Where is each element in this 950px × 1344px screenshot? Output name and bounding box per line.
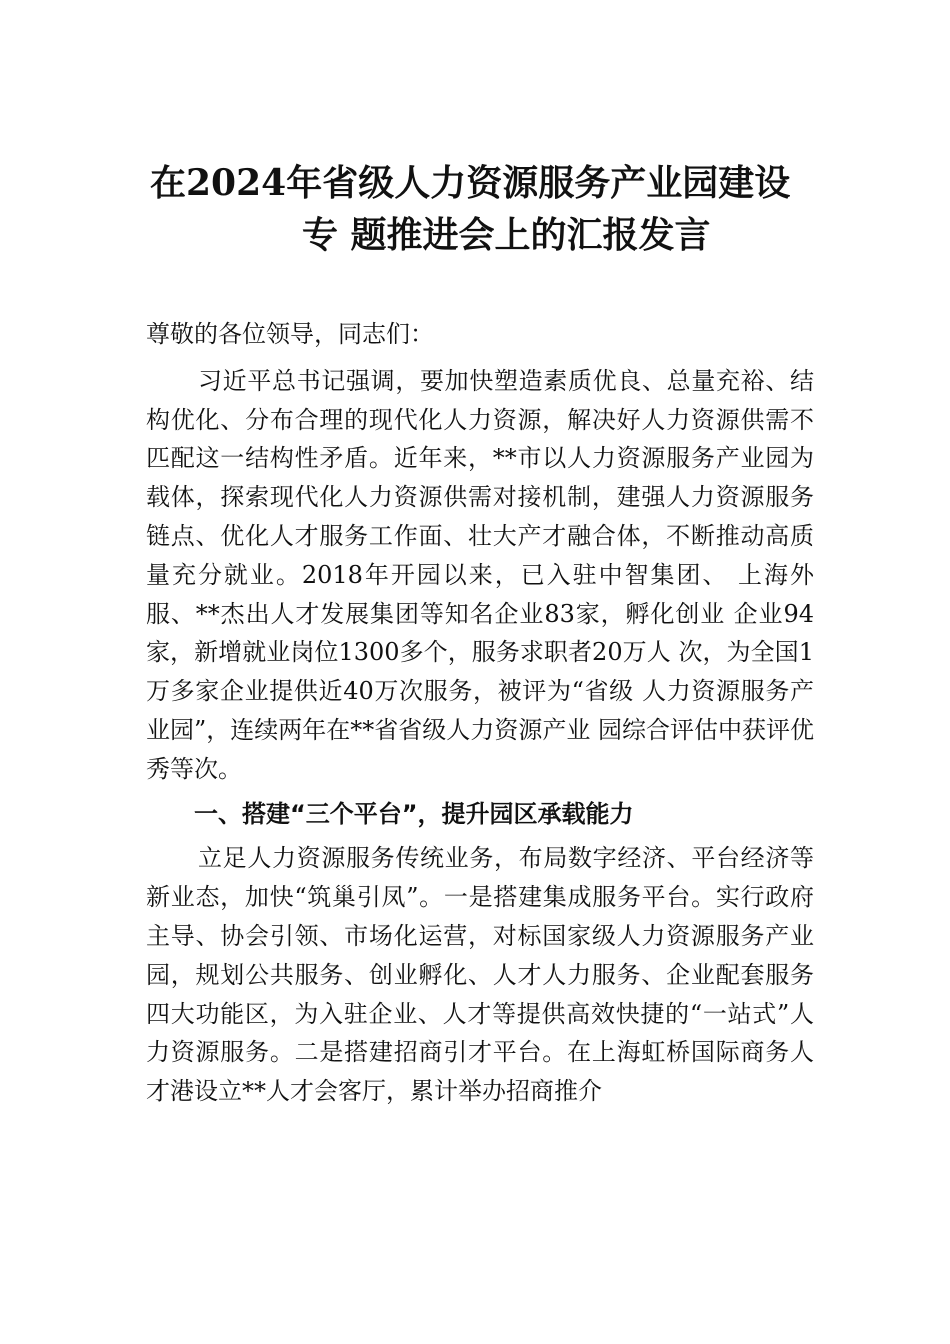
- title-line-2: 专 题推进会上的汇报发言: [302, 214, 711, 256]
- section-heading: 一、搭建“三个平台”，提升园区承载能力: [194, 799, 634, 828]
- title-line-1: 在2024年省级人力资源服务产业园建设: [150, 162, 791, 204]
- paragraph-intro: 习近平总书记强调，要加快塑造素质优良、总量充裕、结构优化、分布合理的现代化人力资源，解决好人力资源供需不匹配这一结构性矛盾。近年来，**市以人力资源服务产业园为载体，探索现代化人力资源供需对接机制，建强人力资源服务链点、优化人才服务工作面、壮大产才融合体，不断推动高质量充分就业。2018年开园以来，已入驻中智集团、 上海外服、**杰出人才发展集团等知名企业83家，孵化创业 企业94家，新增就业岗位1300多个，服务求职者20万人 次，为全国1万多家企业提供近40万次服务，被评为“省级 人力资源服务产业园”，连续两年在**省省级人力资源产业 园综合评估中获评优秀等次。: [146, 366, 814, 783]
- salutation: 尊敬的各位领导，同志们：: [146, 320, 434, 348]
- document-body: [146, 315, 814, 1111]
- paragraph-section-1: 立足人力资源服务传统业务，布局数字经济、平台经济等新业态，加快“筑巢引凤”。一是搭建集成服务平台。实行政府主导、协会引领、市场化运营，对标国家级人力资源服务产业园，规划公共服务、创业孵化、人才人力服务、企业配套服务四大功能区，为入驻企业、人才等提供高效快捷的“一站式”人力资源服务。二是搭建招商引才平台。在上海虹桥国际商务人才港设立**人才会客厅，累计举办招商推介: [146, 844, 814, 1106]
- document-title: [120, 160, 830, 258]
